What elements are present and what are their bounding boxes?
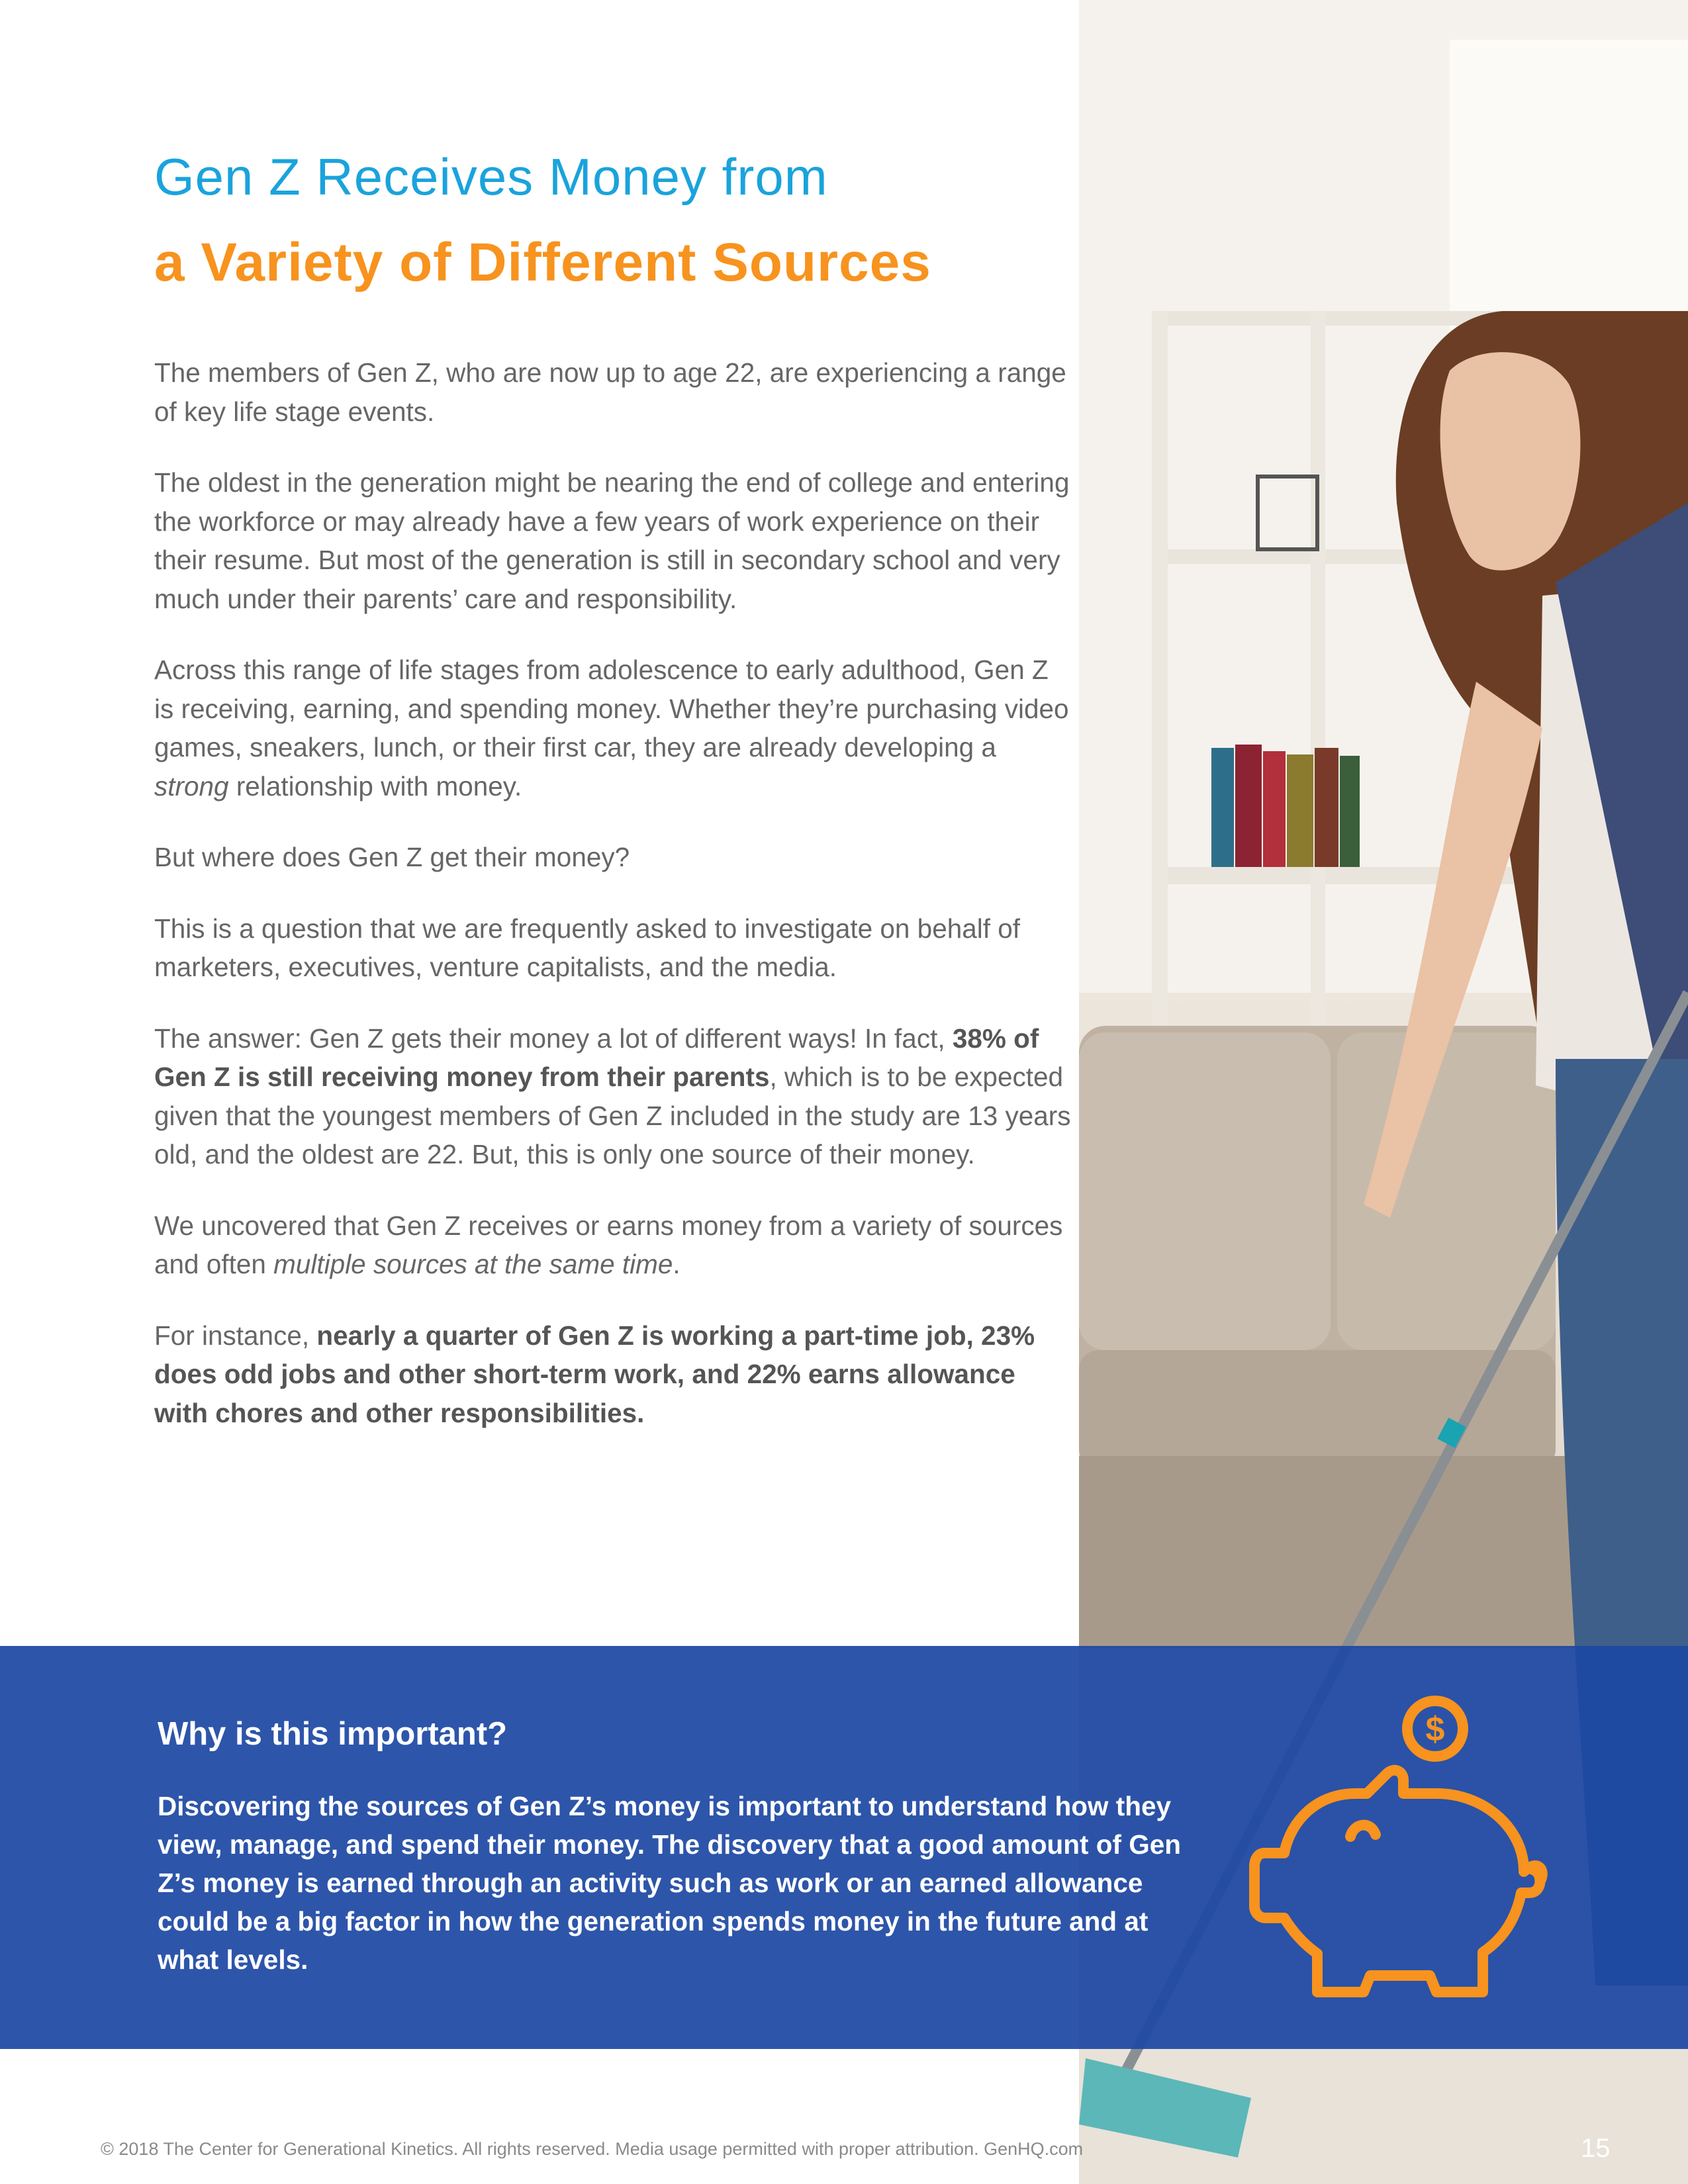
paragraph-4: But where does Gen Z get their money? <box>154 842 630 872</box>
article-body <box>154 353 1074 1465</box>
paragraph-8-start: For instance, <box>154 1320 317 1351</box>
paragraph-5: This is a question that we are frequently asked to investigate on behalf of marketers, executives, venture capitalists, and the media. <box>154 913 1021 982</box>
paragraph-3-emphasis: strong <box>154 770 229 801</box>
page-title-line2: a Variety of Different Sources <box>154 232 931 293</box>
dollar-sign: $ <box>1425 1710 1445 1749</box>
paragraph-7-start: We uncovered that Gen Z receives or earns money from a variety of sources and often <box>154 1210 1063 1279</box>
paragraph-7-end: . <box>673 1249 680 1279</box>
paragraph-8-highlight: nearly a quarter of Gen Z is working a part-time job, 23% does odd jobs and other short-term work, and 22% earns allowance with chores and other responsibilities. <box>154 1320 1035 1428</box>
page-title-line1: Gen Z Receives Money from <box>154 148 828 206</box>
paragraph-1: The members of Gen Z, who are now up to age 22, are experiencing a range of key life stage events. <box>154 357 1066 427</box>
paragraph-8 <box>154 1316 1074 1433</box>
paragraph-7 <box>154 1206 1074 1284</box>
piggy-bank-coin-icon <box>1238 1694 1549 2012</box>
footer-copyright: © 2018 The Center for Generational Kinetics. All rights reserved. Media usage permitted with proper attribution. GenHQ.com <box>101 2139 1084 2159</box>
paragraph-3-start: Across this range of life stages from adolescence to early adulthood, Gen Z is receiving, earning, and spending money. Whether they’re purchasing video games, sneakers, lunch, or their first car, they are already developing a <box>154 655 1069 762</box>
callout-heading: Why is this important? <box>158 1716 508 1752</box>
paragraph-2: The oldest in the generation might be nearing the end of college and entering the workforce or may already have a few years of work experience on their their resume. But most of the generation is still in secondary school and very much under their parents’ care and responsibility. <box>154 467 1070 614</box>
paragraph-3 <box>154 651 1074 805</box>
paragraph-6 <box>154 1019 1074 1174</box>
paragraph-6-highlight: 38% of Gen Z is still receiving money from their parents <box>154 1023 1039 1092</box>
callout-text: Discovering the sources of Gen Z’s money is important to understand how they view, manage, and spend their money. The discovery that a good amount of Gen Z’s money is earned through an activity such as work or an earned allowance could be a big factor in how the generation spends money in the future and at what levels. <box>158 1791 1182 1975</box>
paragraph-3-end: relationship with money. <box>228 770 522 801</box>
paragraph-6-end: , which is to be expected given that the youngest members of Gen Z included in the study are 13 years old, and the oldest are 22. But, this is only one source of their money. <box>154 1062 1071 1169</box>
paragraph-6-start: The answer: Gen Z gets their money a lot of different ways! In fact, <box>154 1023 953 1054</box>
page-number: 15 <box>1581 2134 1611 2163</box>
paragraph-7-emphasis: multiple sources at the same time <box>273 1249 673 1279</box>
